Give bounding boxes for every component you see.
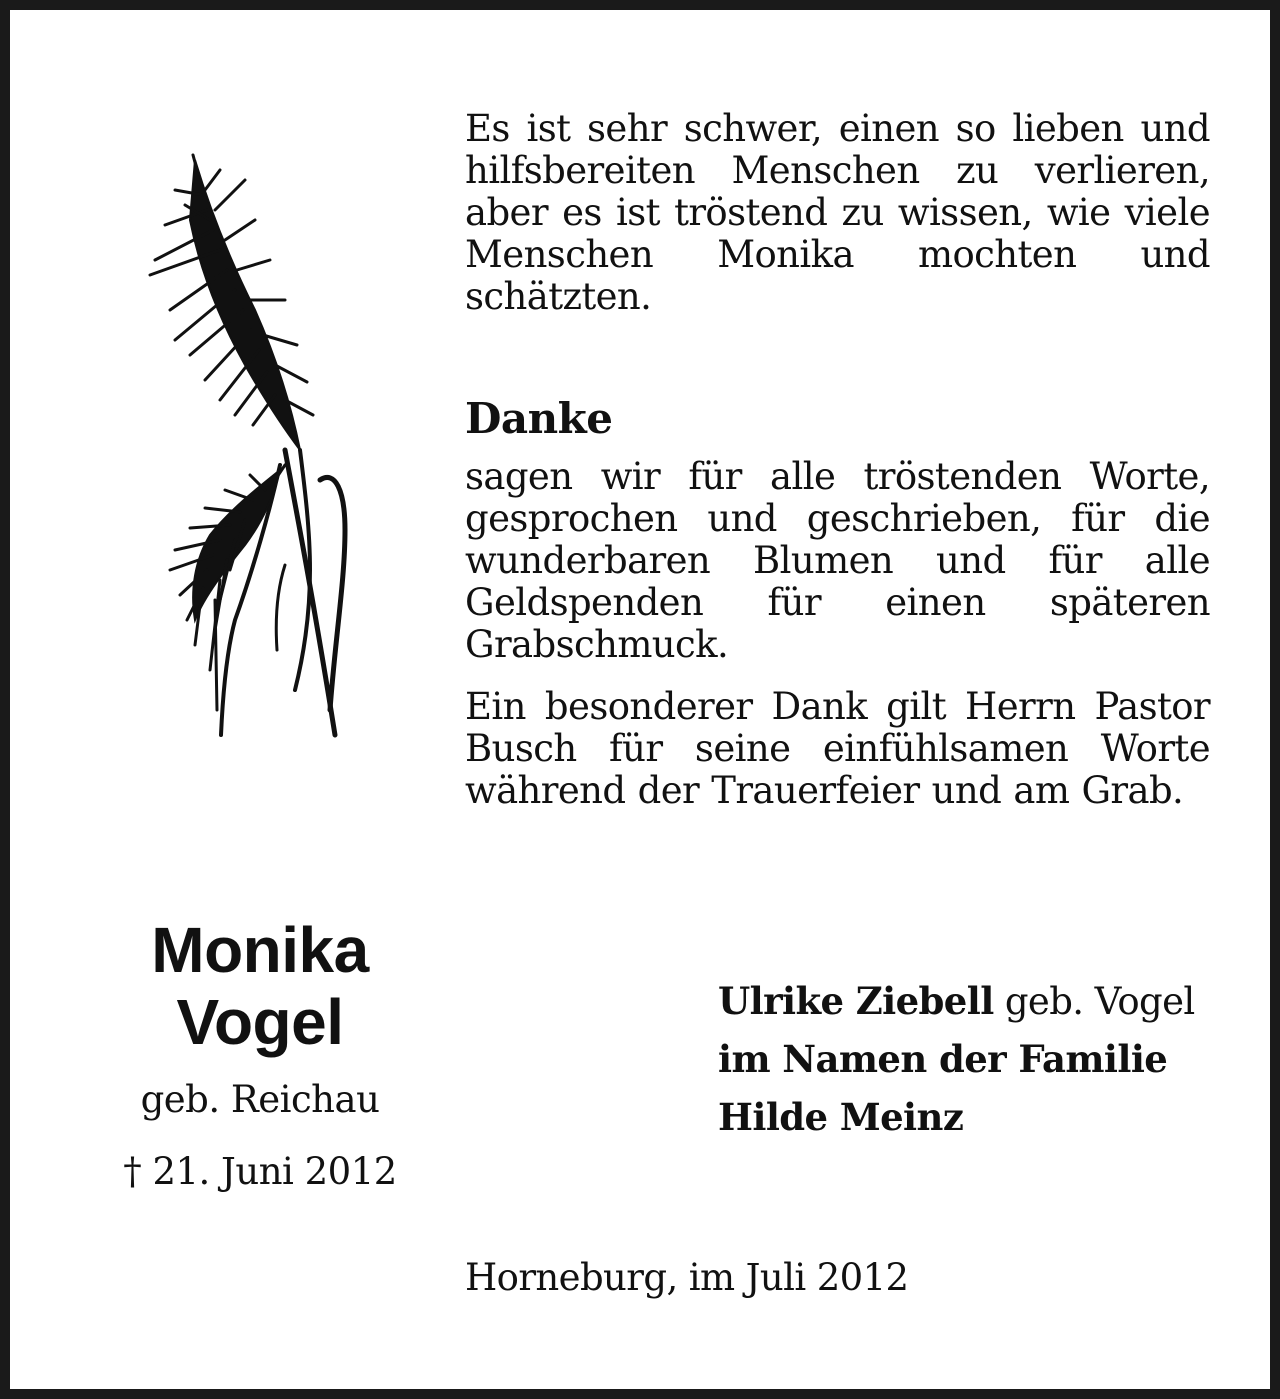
signatory-line-2: im Namen der Familie: [718, 1037, 1168, 1081]
deceased-first-name: Monika: [151, 914, 369, 986]
notice-paragraph-2: sagen wir für alle tröstenden Worte, gesprochen und geschrieben, für die wunderbaren Blumen und für alle Geldspenden für einen späteren Grabschmuck.: [465, 455, 1210, 666]
grass-ear-icon: [135, 150, 365, 750]
signatory-name-1-suffix: geb. Vogel: [993, 980, 1195, 1023]
place-date: Horneburg, im Juli 2012: [465, 1256, 909, 1299]
maiden-name: geb. Reichau: [140, 1078, 380, 1121]
notice-paragraph-1: Es ist sehr schwer, einen so lieben und hilfsbereiten Menschen zu verlieren, aber es ist tröstend zu wissen, wie viele Menschen Monika mochten und schätzten.: [465, 107, 1210, 318]
deceased-last-name: Vogel: [176, 986, 344, 1058]
danke-heading: Danke: [465, 394, 613, 443]
notice-paragraph-3: Ein besonderer Dank gilt Herrn Pastor Busch für seine einfühlsamen Worte während der Trauerfeier und am Grab.: [465, 685, 1210, 812]
signatory-line-3: Hilde Meinz: [718, 1095, 964, 1139]
death-date: † 21. Juni 2012: [123, 1150, 397, 1193]
signatory-name-1: Ulrike Ziebell: [718, 979, 994, 1023]
signatory-line-1: [718, 979, 1218, 1024]
